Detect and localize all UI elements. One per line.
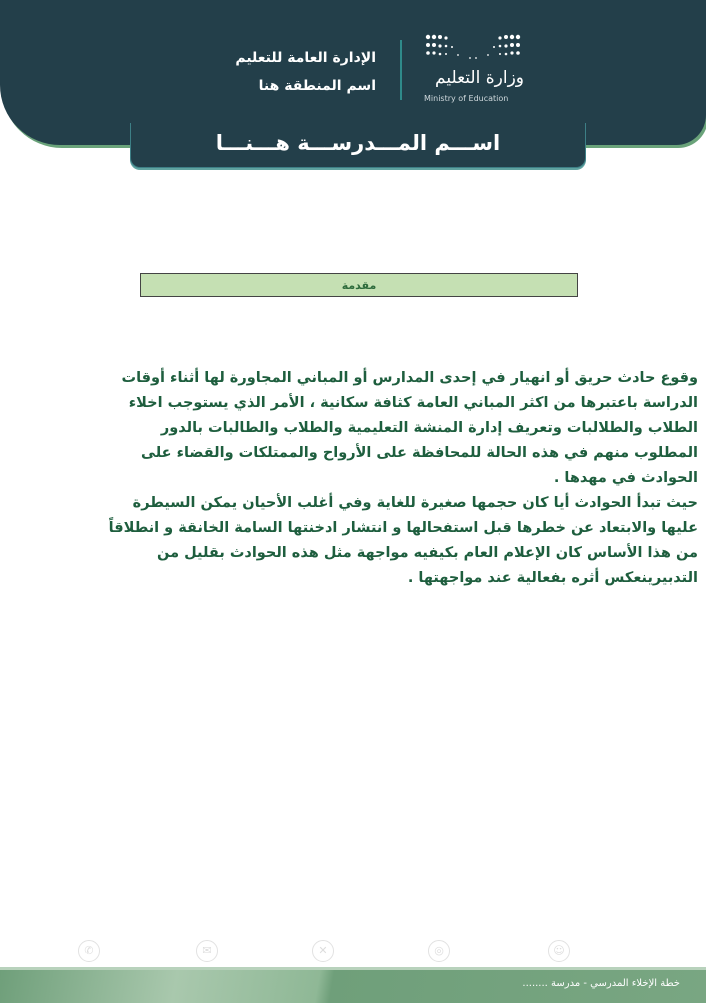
ministry-name-ar: وزارة التعليم bbox=[435, 68, 524, 88]
school-name-bar bbox=[130, 123, 586, 168]
contact-icons bbox=[0, 940, 706, 966]
department-block bbox=[235, 44, 376, 100]
department-name: الإدارة العامة للتعليم bbox=[235, 50, 376, 66]
footer-band bbox=[0, 967, 706, 1003]
phone-icon: ✆ bbox=[78, 940, 100, 962]
email-icon: ✉ bbox=[196, 940, 218, 962]
paragraph: وقوع حادث حريق أو انهيار في إحدى المدارس أو المباني المجاورة لها أثناء أوقات الدراسة باعتبرها من اكثر المباني العامة كثافة سكانية ، الأمر الذي يستوجب اخلاء الطلاب والطلالبات وتعريف إدارة المنشة التعليمية والطلاب والطالبات بالدور المطلوب منهم في هذه الحالة للمحافظة على الأرواح والممتلكات والقضاء على الحوادث في مهدها . bbox=[121, 370, 698, 486]
school-name: اســـم المـــدرســـة هـــنـــا bbox=[215, 131, 501, 155]
body-text bbox=[100, 366, 698, 591]
ministry-logo-icon bbox=[425, 34, 521, 62]
header-divider bbox=[400, 40, 402, 100]
intro-heading: مقدمة bbox=[341, 279, 377, 292]
footer-text: خطة الإخلاء المدرسي - مدرسة ........ bbox=[522, 978, 680, 989]
intro-heading-box bbox=[140, 273, 578, 297]
x-icon: ✕ bbox=[312, 940, 334, 962]
region-name: اسم المنطقة هنا bbox=[258, 78, 376, 94]
ministry-name-en: Ministry of Education bbox=[424, 94, 509, 103]
snapchat-icon: ☺ bbox=[548, 940, 570, 962]
paragraph: حيث تبدأ الحوادث أيا كان حجمها صغيرة للغاية وفي أغلب الأحيان يمكن السيطرة عليها والابتعاد عن خطرها قبل استفحالها و انتشار ادخنتها السامة الخانقة و انطلاقاً من هذا الأساس كان الإعلام العام بكيفيه مواجهة مثل هذه الحوادث بقليل من التدبيرينعكس أثره بفعالية عند مواجهتها . bbox=[108, 495, 698, 586]
instagram-icon: ◎ bbox=[428, 940, 450, 962]
